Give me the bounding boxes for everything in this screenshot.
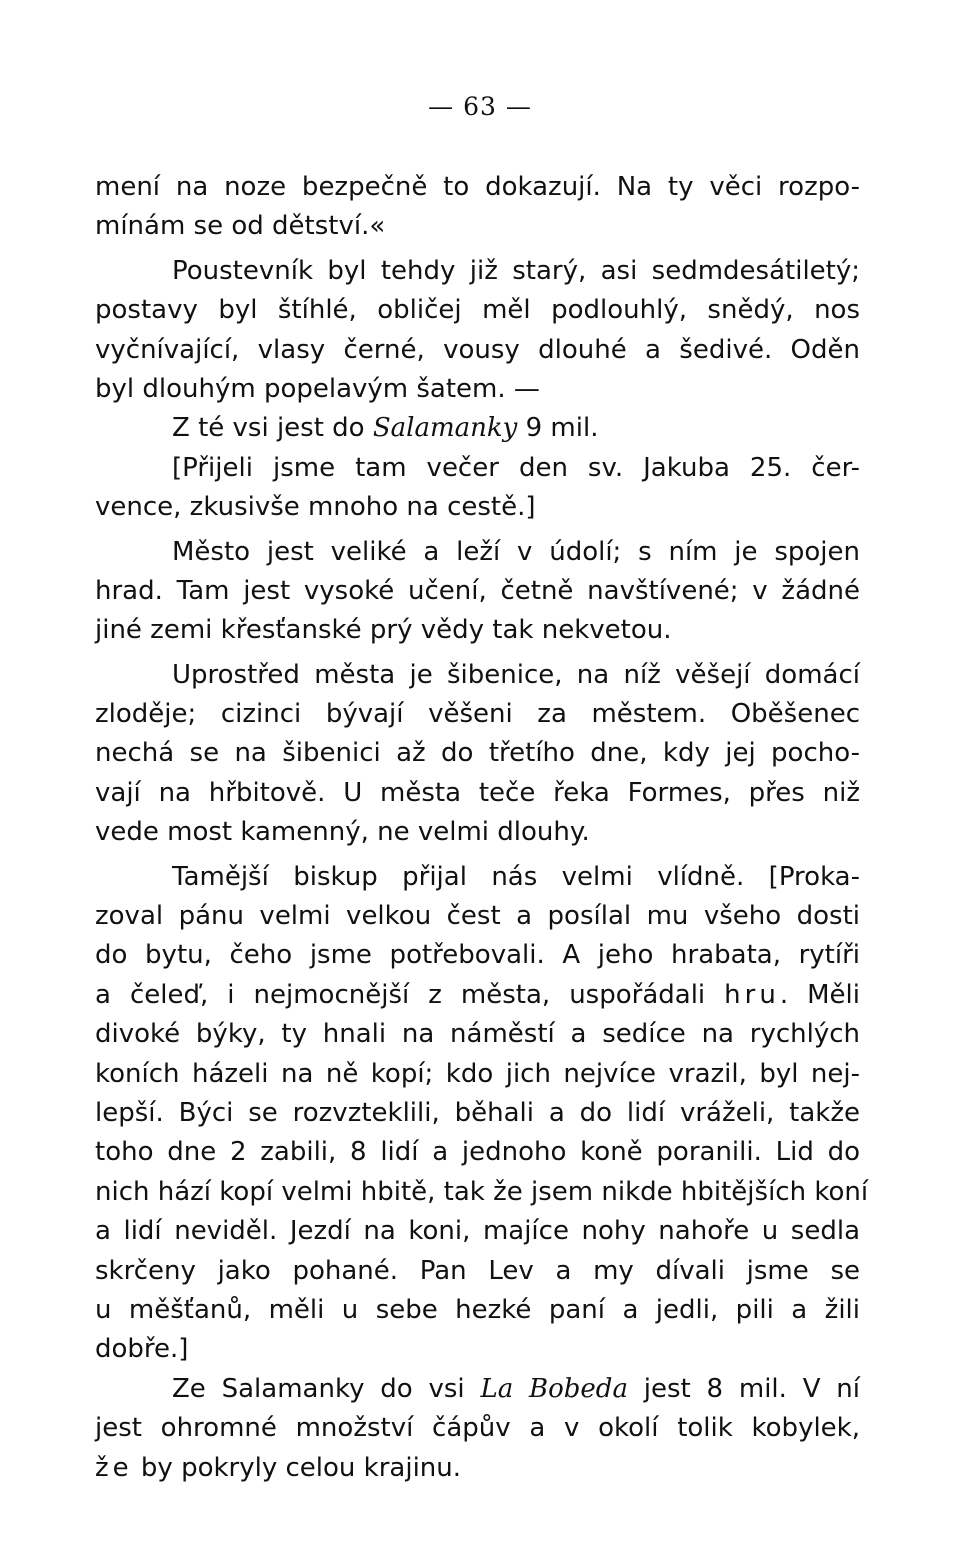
text-line: Tamější biskup přijal nás velmi vlídně. [Proka- [172, 861, 860, 892]
text-line: dobře.] [95, 1334, 189, 1365]
text-line: Poustevník byl tehdy již starý, asi sedmdesátiletý; [172, 255, 860, 286]
spaced-word: že [95, 1452, 133, 1483]
text-line [95, 976, 860, 1015]
text-line: zoval pánu velmi velkou čest a posílal mu všeho dosti [95, 901, 860, 932]
text-fragment: Ze Salamanky do vsi [172, 1373, 481, 1404]
text-line: toho dne 2 zabili, 8 lidí a jednoho koně poranili. Lid do [95, 1137, 860, 1168]
text-fragment: by pokryly celou krajinu. [132, 1452, 462, 1483]
text-line [95, 1370, 860, 1409]
italic-place-name: La Bobeda [480, 1373, 628, 1404]
text-line: [Přijeli jsme tam večer den sv. Jakuba 25. čer- [172, 452, 860, 483]
text-fragment: jest 8 mil. V ní [627, 1373, 861, 1404]
spaced-word: hru [724, 979, 780, 1010]
text-line: Město jest veliké a leží v údolí; s ním je spojen [172, 536, 860, 567]
text-line: jest ohromné množství čápův a v okolí tolik kobylek, [95, 1413, 860, 1444]
text-line: byl dlouhým popelavým šatem. — [95, 373, 540, 404]
text-fragment: 9 mil. [517, 413, 599, 444]
text-line [95, 409, 860, 448]
text-line: divoké býky, ty hnali na náměstí a sedíce na rychlých [95, 1019, 860, 1050]
text-line: vají na hřbitově. U města teče řeka Formes, přes niž [95, 777, 860, 808]
text-line: nich hází kopí velmi hbitě, tak že jsem nikde hbitějších koní [95, 1176, 869, 1207]
text-line: vence, zkusivše mnoho na cestě.] [95, 492, 536, 523]
text-line: postavy byl štíhlé, obličej měl podlouhlý, snědý, nos [95, 295, 860, 326]
text-line: vede most kamenný, ne velmi dlouhy. [95, 817, 590, 848]
text-line: u měšťanů, měli u sebe hezké paní a jedli, pili a žili [95, 1294, 860, 1325]
text-fragment: a čeleď, i nejmocnější z města, uspořádali [95, 979, 725, 1010]
text-line: vyčnívající, vlasy černé, vousy dlouhé a šedivé. Oděn [95, 334, 860, 365]
text-line: hrad. Tam jest vysoké učení, četně navštívené; v žádné [95, 575, 860, 606]
text-line: a lidí neviděl. Jezdí na koni, majíce nohy nahoře u sedla [95, 1216, 860, 1247]
text-fragment: . Měli [779, 979, 860, 1010]
text-line: do bytu, čeho jsme potřebovali. A jeho hrabata, rytíři [95, 940, 860, 971]
text-line: koních házeli na ně kopí; kdo jich nejvíce vrazil, byl nej- [95, 1058, 860, 1089]
page-number: — 63 — [428, 92, 532, 121]
text-line [95, 1449, 860, 1488]
text-line: jiné zemi křesťanské prý vědy tak nekvetou. [95, 615, 672, 646]
text-line: skrčeny jako pohané. Pan Lev a my dívali jsme se [95, 1255, 860, 1286]
text-line: lepší. Býci se rozvzteklili, běhali a do lidí vráželi, takže [95, 1097, 860, 1128]
text-line: mínám se od dětství.« [95, 211, 386, 242]
text-line: mení na noze bezpečně to dokazují. Na ty věci rozpo- [95, 172, 860, 202]
italic-place-name: Salamanky [372, 413, 518, 444]
text-line: Uprostřed města je šibenice, na níž věšejí domácí [172, 659, 860, 690]
text-line: zloděje; cizinci bývají věšeni za městem. Oběšenec [95, 699, 860, 730]
body-text [95, 168, 869, 1488]
text-fragment: Z té vsi jest do [172, 413, 373, 444]
text-line: nechá se na šibenici až do třetího dne, kdy jej pocho- [95, 738, 860, 769]
